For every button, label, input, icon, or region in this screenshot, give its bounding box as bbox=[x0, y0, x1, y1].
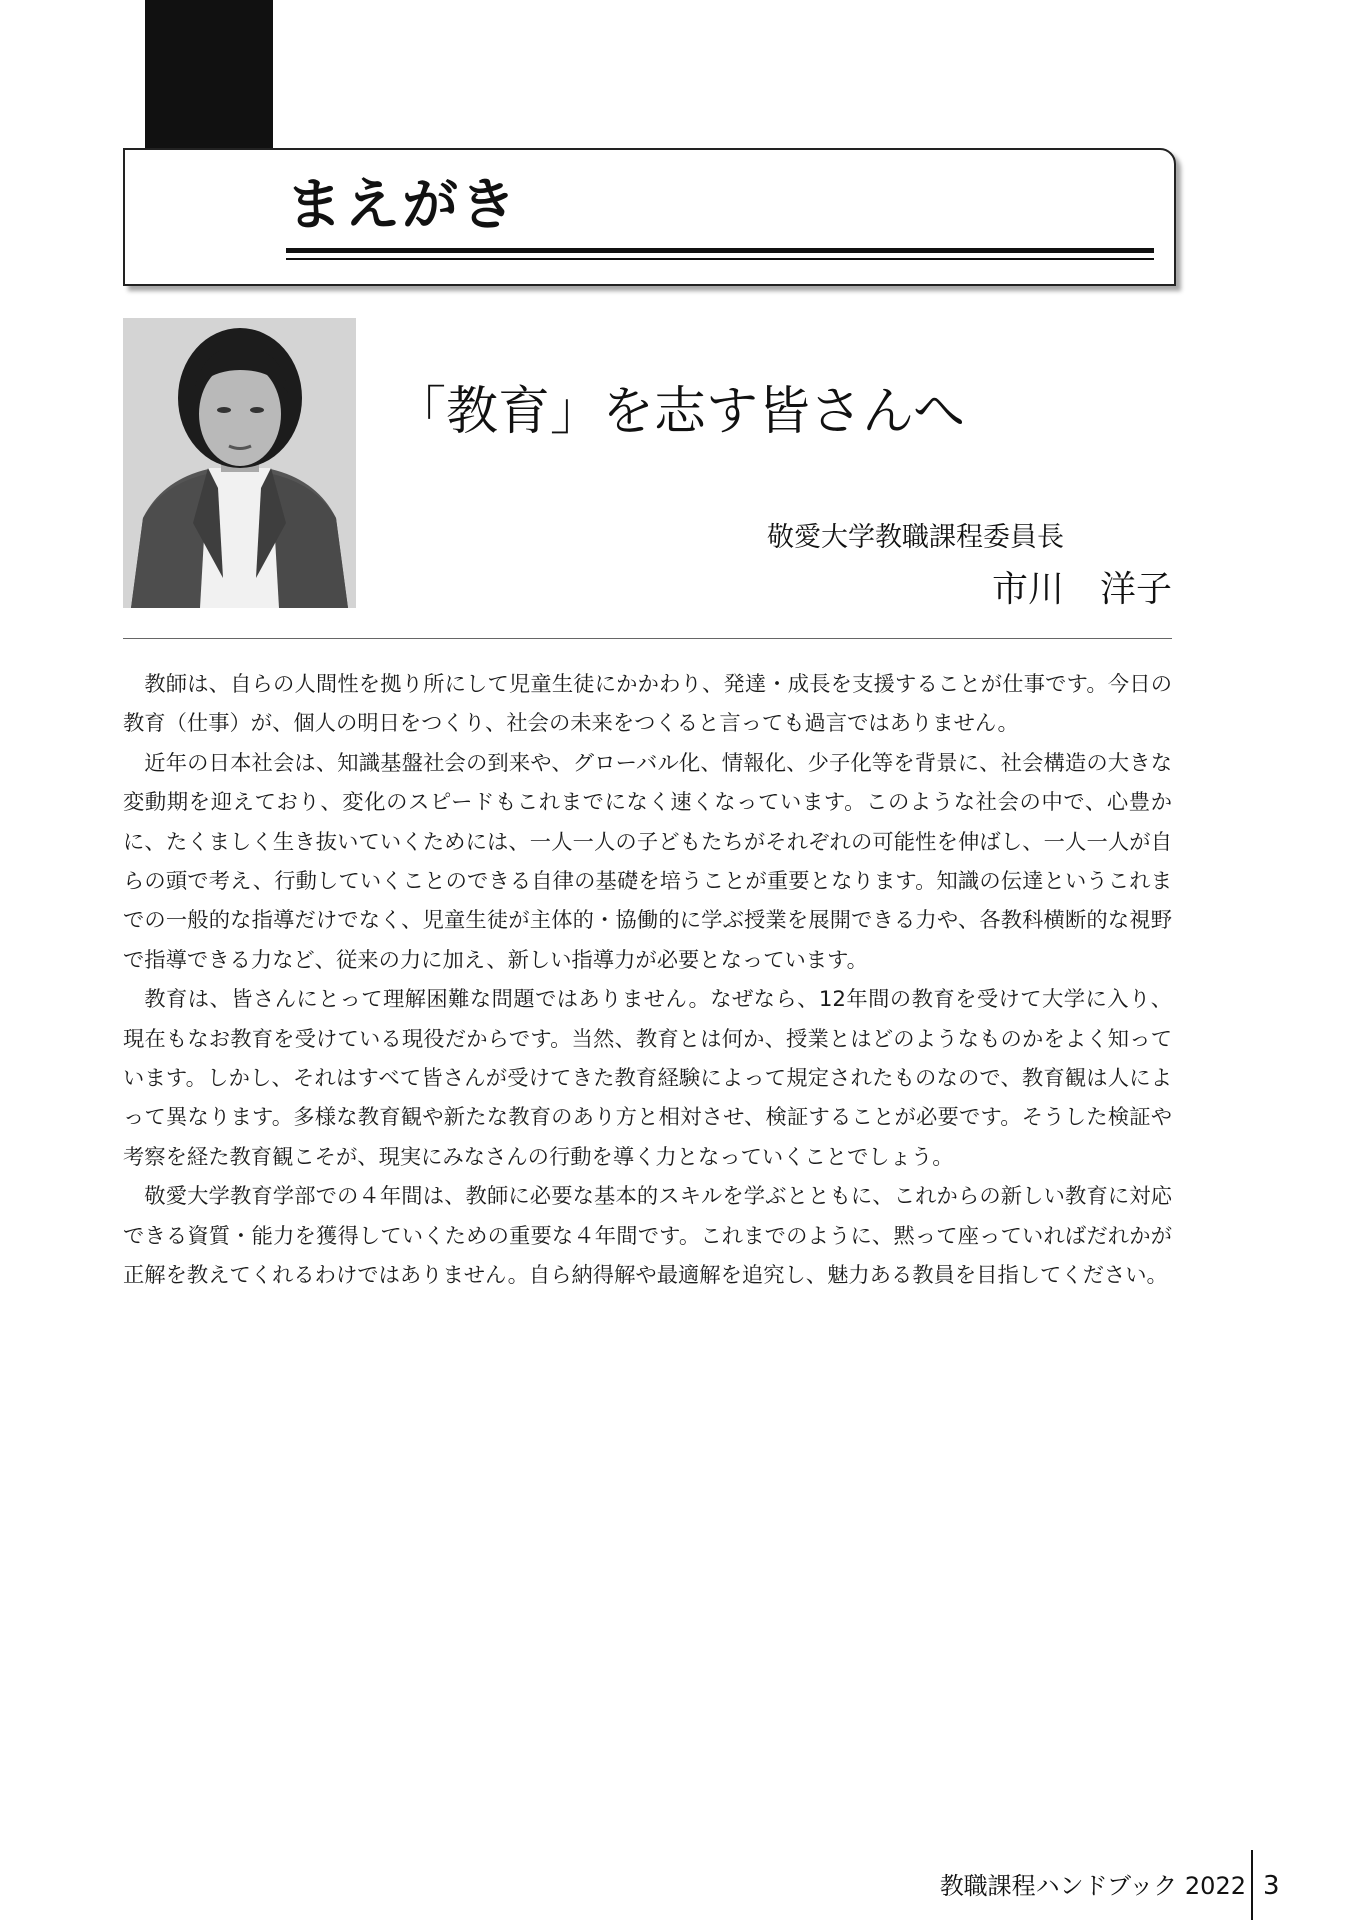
body-paragraph: 教師は、自らの人間性を拠り所にして児童生徒にかかわり、発達・成長を支援することが仕事です。今日の教育（仕事）が、個人の明日をつくり、社会の未来をつくると言っても過言ではありません。 bbox=[123, 672, 1172, 737]
header-rule-thin bbox=[286, 258, 1154, 260]
section-title: まえがき bbox=[286, 173, 518, 238]
author-affiliation: 敬愛大学教職課程委員長 bbox=[767, 522, 1064, 553]
body-text bbox=[123, 665, 1172, 1296]
divider bbox=[123, 638, 1172, 639]
portrait-illustration bbox=[123, 318, 356, 608]
footer-separator bbox=[1251, 1850, 1253, 1920]
body-paragraph: 近年の日本社会は、知識基盤社会の到来や、グローバル化、情報化、少子化等を背景に、社会構造の大きな変動期を迎えており、変化のスピードもこれまでになく速くなっています。このような社会の中で、心豊かに、たくましく生き抜いていくためには、一人一人の子どもたちがそれぞれの可能性を伸ばし、一人一人が自らの頭で考え、行動していくことのできる自律の基礎を培うことが重要となります。知識の伝達というこれまでの一般的な指導だけでなく、児童生徒が主体的・協働的に学ぶ授業を展開できる力や、各教科横断的な視野で指導できる力など、従来の力に加え、新しい指導力が必要となっています。 bbox=[123, 750, 1172, 973]
section-header-box bbox=[123, 148, 1176, 286]
section-number: 2 bbox=[172, 134, 246, 264]
author-photo bbox=[123, 318, 356, 608]
page-number: 3 bbox=[1263, 1871, 1280, 1901]
author-name: 市川 洋子 bbox=[991, 569, 1172, 610]
body-paragraph: 教育は、皆さんにとって理解困難な問題ではありません。なぜなら、12年間の教育を受けて大学に入り、現在もなお教育を受けている現役だからです。当然、教育とは何か、授業とはどのようなものかをよく知っています。しかし、それはすべて皆さんが受けてきた教育経験によって規定されたものなので、教育観は人によって異なります。多様な教育観や新たな教育のあり方と相対させ、検証することが必要です。そうした検証や考察を経た教育観こそが、現実にみなさんの行動を導く力となっていくことでしょう。 bbox=[123, 987, 1172, 1170]
footer-book-title: 教職課程ハンドブック 2022 bbox=[939, 1872, 1246, 1900]
headline: 「教育」を志す皆さんへ bbox=[394, 382, 965, 442]
header-rule-thick bbox=[286, 248, 1154, 253]
body-paragraph: 敬愛大学教育学部での４年間は、教師に必要な基本的スキルを学ぶとともに、これからの新しい教育に対応できる資質・能力を獲得していくための重要な４年間です。これまでのように、黙って座っていればだれかが正解を教えてくれるわけではありません。自ら納得解や最適解を追究し、魅力ある教員を目指してください。 bbox=[123, 1184, 1172, 1289]
